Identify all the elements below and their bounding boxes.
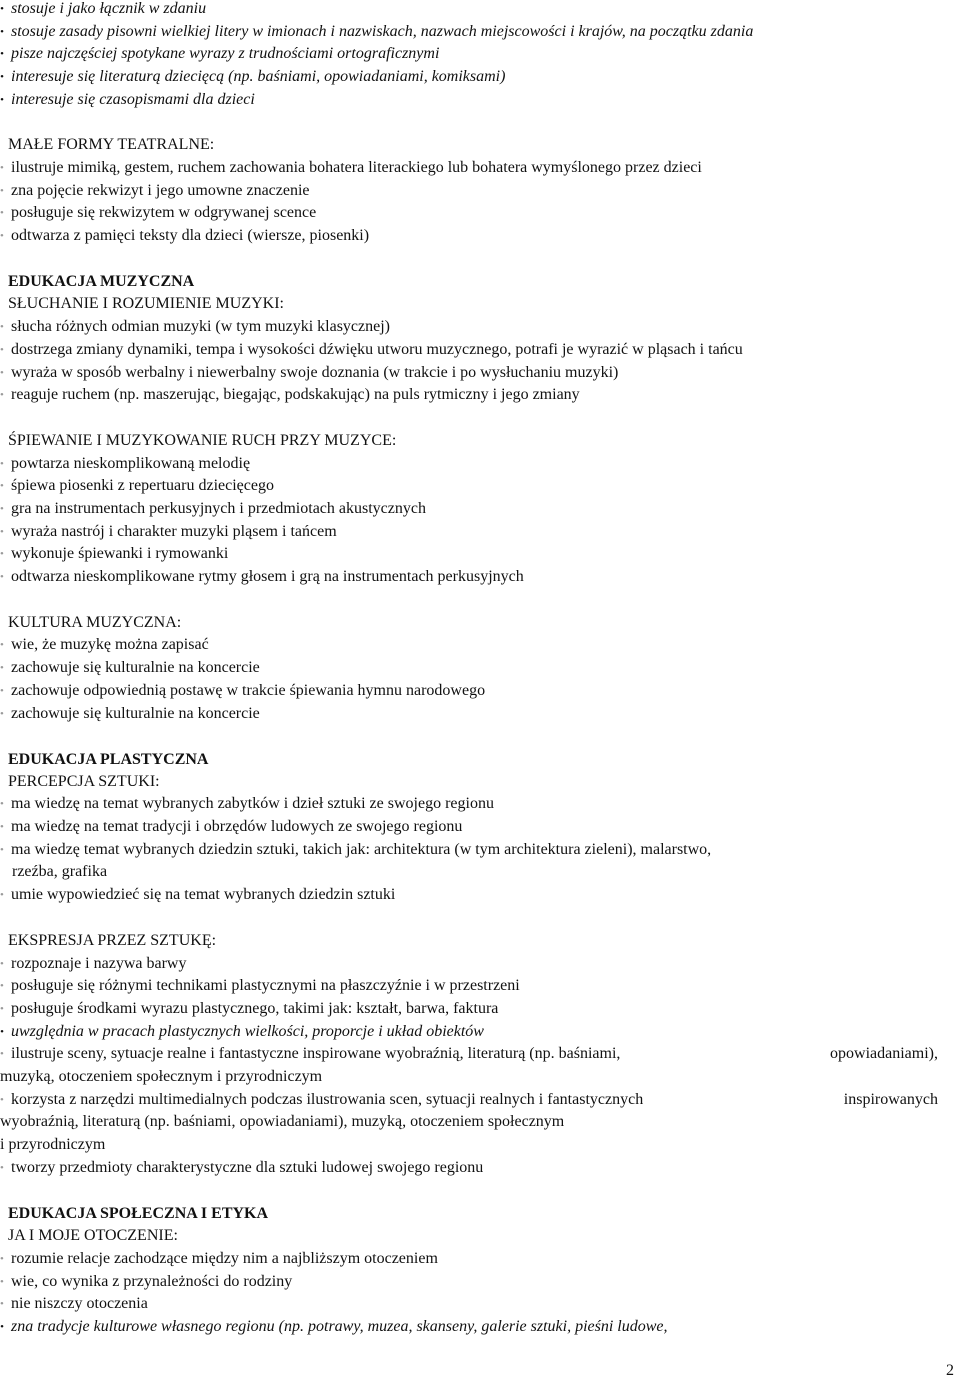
subsection-heading: ŚPIEWANIE I MUZYKOWANIE RUCH PRZY MUZYCE: (8, 432, 397, 449)
list-item: • powtarza nieskomplikowaną melodię (0, 453, 250, 475)
list-item-continuation: wyobraźnią, literaturą (np. baśniami, opowiadaniami), muzyką, otoczeniem społecznym (0, 1113, 565, 1130)
subsection-heading: KULTURA MUZYCZNA: (8, 614, 182, 631)
list-item: • odtwarza z pamięci teksty dla dzieci (wiersze, piosenki) (0, 225, 369, 247)
list-item: • ma wiedzę temat wybranych dziedzin sztuki, takich jak: architektura (w tym architektura zieleni), malarstwo, (0, 839, 711, 861)
list-item: • nie niszczy otoczenia (0, 1293, 148, 1315)
list-item: • wykonuje śpiewanki i rymowanki (0, 543, 228, 565)
list-item: • stosuje zasady pisowni wielkiej litery w imionach i nazwiskach, nazwach miejscowości i krajów, na początku zdania (0, 21, 753, 43)
list-item: • wyraża nastrój i charakter muzyki pląsem i tańcem (0, 521, 337, 543)
list-item: • ma wiedzę na temat tradycji i obrzędów ludowych ze swojego regionu (0, 816, 462, 838)
list-item-continuation: i przyrodniczym (0, 1136, 106, 1153)
bullet-icon: • (0, 321, 4, 333)
list-item: • posługuje środkami wyrazu plastycznego, takimi jak: kształt, barwa, faktura (0, 998, 498, 1020)
bullet-icon: • (0, 230, 4, 242)
bullet-icon: • (0, 685, 4, 697)
bullet-icon: • (0, 1048, 4, 1060)
section-title: EDUKACJA PLASTYCZNA (8, 751, 209, 768)
list-item: • interesuje się literaturą dziecięcą (np. baśniami, opowiadaniami, komiksami) (0, 66, 505, 88)
bullet-icon: • (0, 48, 4, 60)
list-item: • interesuje się czasopismami dla dzieci (0, 89, 255, 111)
subsection-heading: JA I MOJE OTOCZENIE: (8, 1227, 178, 1244)
list-item: • zna pojęcie rekwizyt i jego umowne znaczenie (0, 180, 310, 202)
bullet-icon: • (0, 639, 4, 651)
bullet-icon: • (0, 662, 4, 674)
bullet-icon: • (0, 844, 4, 856)
subsection-heading: PERCEPCJA SZTUKI: (8, 773, 160, 790)
list-item: • ilustruje mimiką, gestem, ruchem zachowania bohatera literackiego lub bohatera wymyślonego przez dzieci (0, 157, 702, 179)
bullet-icon: • (0, 207, 4, 219)
list-item: • stosuje i jako łącznik w zdaniu (0, 0, 206, 20)
bullet-icon: • (0, 3, 4, 15)
bullet-icon: • (0, 1276, 4, 1288)
bullet-icon: • (0, 389, 4, 401)
list-item: • reaguje ruchem (np. maszerując, biegając, podskakując) na puls rytmiczny i jego zmiany (0, 384, 580, 406)
list-item: • uwzględnia w pracach plastycznych wielkości, proporcje i układ obiektów (0, 1021, 484, 1043)
bullet-icon: • (0, 185, 4, 197)
list-item: • wie, co wynika z przynależności do rodziny (0, 1271, 292, 1293)
section-title: EDUKACJA SPOŁECZNA I ETYKA (8, 1205, 269, 1222)
bullet-icon: • (0, 1253, 4, 1265)
list-item: • posługuje się rekwizytem w odgrywanej scence (0, 202, 316, 224)
subsection-heading: EKSPRESJA PRZEZ SZTUKĘ: (8, 932, 217, 949)
bullet-icon: • (0, 1094, 4, 1106)
bullet-icon: • (0, 162, 4, 174)
list-item: • zachowuje się kulturalnie na koncercie (0, 703, 260, 725)
list-item: • zachowuje odpowiednią postawę w trakcie śpiewania hymnu narodowego (0, 680, 485, 702)
list-item: • gra na instrumentach perkusyjnych i przedmiotach akustycznych (0, 498, 426, 520)
list-item: • korzysta z narzędzi multimedialnych podczas ilustrowania scen, sytuacji realnych i fantastycznych inspirowanych (0, 1089, 938, 1111)
bullet-icon: • (0, 458, 4, 470)
list-item: • ilustruje sceny, sytuacje realne i fantastyczne inspirowane wyobraźnią, literaturą (np. baśniami, opowiadaniami), (0, 1043, 938, 1065)
section-heading: MAŁE FORMY TEATRALNE: (8, 136, 215, 153)
bullet-icon: • (0, 1298, 4, 1310)
bullet-icon: • (0, 958, 4, 970)
list-item: • posługuje się różnymi technikami plastycznymi na płaszczyźnie i w przestrzeni (0, 975, 520, 997)
list-item: • wyraża w sposób werbalny i niewerbalny swoje doznania (w trakcie i po wysłuchaniu muzyki) (0, 362, 618, 384)
list-item: • słucha różnych odmian muzyki (w tym muzyki klasycznej) (0, 316, 390, 338)
bullet-icon: • (0, 548, 4, 560)
list-item-continuation: muzyką, otoczeniem społecznym i przyrodniczym (0, 1068, 323, 1085)
list-item: • pisze najczęściej spotykane wyrazy z trudnościami ortograficznymi (0, 43, 439, 65)
list-item: • rozumie relacje zachodzące między nim a najbliższym otoczeniem (0, 1248, 438, 1270)
bullet-icon: • (0, 367, 4, 379)
list-item: • wie, że muzykę można zapisać (0, 634, 209, 656)
bullet-icon: • (0, 1162, 4, 1174)
bullet-icon: • (0, 503, 4, 515)
bullet-icon: • (0, 344, 4, 356)
bullet-icon: • (0, 526, 4, 538)
bullet-icon: • (0, 1321, 4, 1333)
list-item: • zachowuje się kulturalnie na koncercie (0, 657, 260, 679)
list-item: • zna tradycje kulturowe własnego regionu (np. potrawy, muzea, skanseny, galerie sztuki, pieśni ludowe, (0, 1316, 668, 1338)
list-item: • ma wiedzę na temat wybranych zabytków i dzieł sztuki ze swojego regionu (0, 793, 494, 815)
section-title: EDUKACJA MUZYCZNA (8, 273, 195, 290)
list-item: • rozpoznaje i nazywa barwy (0, 953, 186, 975)
list-item-continuation: rzeźba, grafika (12, 863, 108, 880)
list-item: • umie wypowiedzieć się na temat wybranych dziedzin sztuki (0, 884, 395, 906)
bullet-icon: • (0, 480, 4, 492)
subsection-heading: SŁUCHANIE I ROZUMIENIE MUZYKI: (8, 295, 284, 312)
bullet-icon: • (0, 71, 4, 83)
page-number: 2 (946, 1362, 954, 1379)
bullet-icon: • (0, 821, 4, 833)
list-item: • dostrzega zmiany dynamiki, tempa i wysokości dźwięku utworu muzycznego, potrafi je wyrazić w pląsach i tańcu (0, 339, 743, 361)
bullet-icon: • (0, 980, 4, 992)
list-item: • odtwarza nieskomplikowane rytmy głosem i grą na instrumentach perkusyjnych (0, 566, 524, 588)
list-item: • tworzy przedmioty charakterystyczne dla sztuki ludowej swojego regionu (0, 1157, 483, 1179)
bullet-icon: • (0, 798, 4, 810)
bullet-icon: • (0, 26, 4, 38)
bullet-icon: • (0, 708, 4, 720)
bullet-icon: • (0, 1026, 4, 1038)
bullet-icon: • (0, 889, 4, 901)
bullet-icon: • (0, 94, 4, 106)
bullet-icon: • (0, 571, 4, 583)
list-item: • śpiewa piosenki z repertuaru dziecięcego (0, 475, 274, 497)
bullet-icon: • (0, 1003, 4, 1015)
